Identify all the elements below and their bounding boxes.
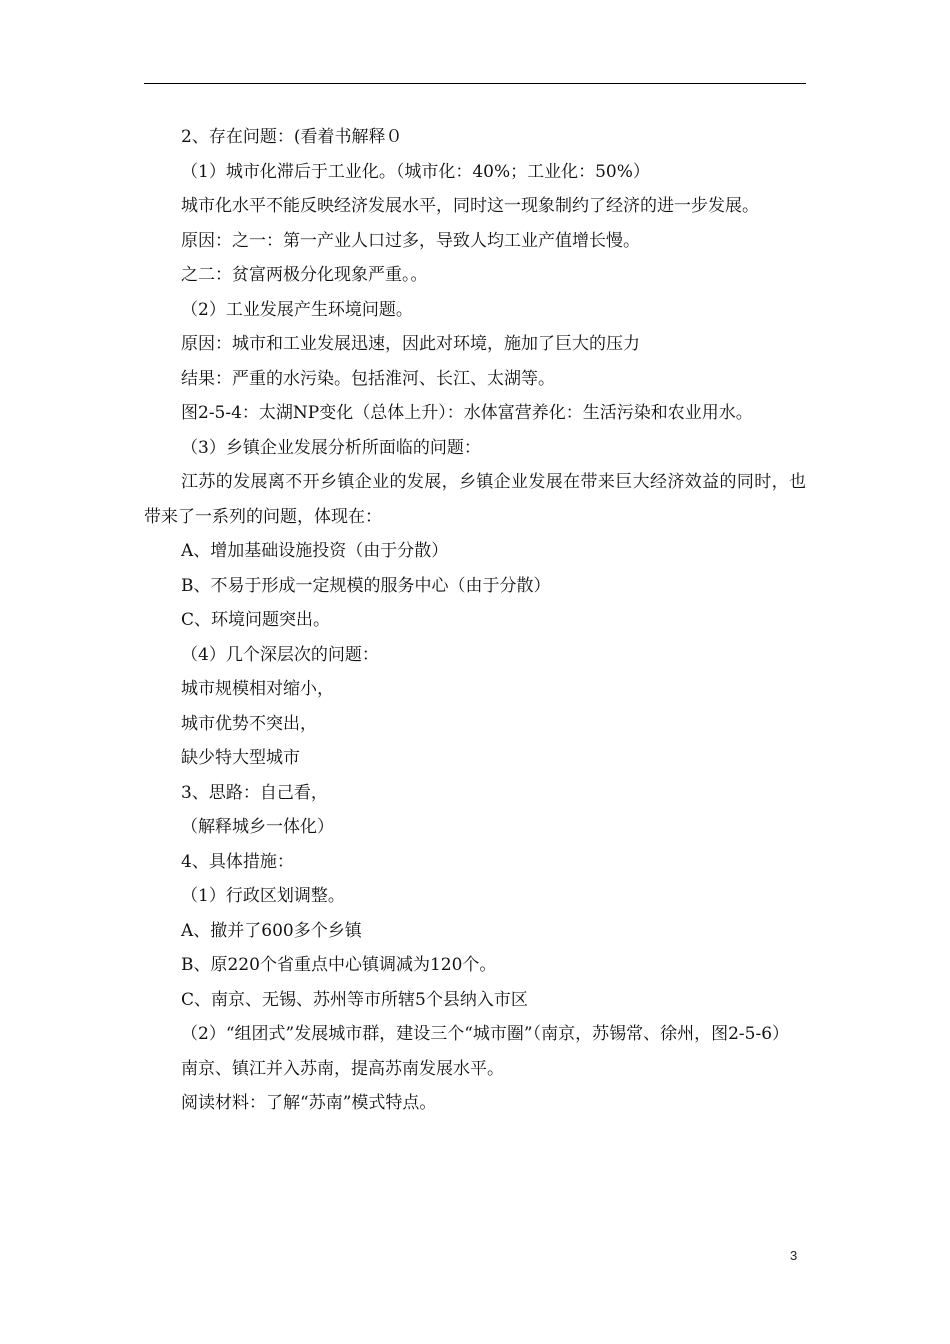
approach-explanation: （解释城乡一体化） [181,817,334,837]
item-c-environment: C、环境问题突出。 [181,610,331,630]
deep-issue-scale: 城市规模相对缩小， [181,679,334,699]
nanjing-zhenjiang-note: 南京、镇江并入苏南，提高苏南发展水平。 [181,1058,504,1079]
reason-two: 之二：贫富两极分化现象严重。。 [181,265,428,285]
item-a-infrastructure: A、增加基础设施投资（由于分散） [181,541,449,561]
deep-issue-advantage: 城市优势不突出， [181,713,317,734]
problem-2-environment: （2）工业发展产生环境问题。 [181,299,413,320]
figure-2-5-4-note: 图2-5-4：太湖NP变化（总体上升）：水体富营养化：生活污染和农业用水。 [181,403,753,423]
problem-3-township-enterprises: （3）乡镇企业发展分析所面临的问题： [181,437,481,458]
measure-item-c: C、南京、无锡、苏州等市所辖5个县纳入市区 [181,989,528,1010]
page-number: 3 [790,1248,798,1263]
reading-material: 阅读材料：了解“苏南”模式特点。 [181,1093,437,1113]
heading-existing-problems: 2、存在问题：(看着书解释０ [181,127,403,147]
heading-approach: 3、思路：自己看， [181,782,328,803]
measure-item-a: A、撤并了600多个乡镇 [181,920,362,941]
header-rule [144,83,806,84]
measure-1-admin-adjustment: （1）行政区划调整。 [181,886,345,906]
measure-item-b: B、原220个省重点中心镇调减为120个。 [181,955,497,975]
environment-reason: 原因：城市和工业发展迅速，因此对环境，施加了巨大的压力 [181,334,640,354]
problem-1-urbanization-lag: （1）城市化滞后于工业化。（城市化：40%；工业化：50%） [181,161,650,182]
paragraph-township-enterprises: 江苏的发展离不开乡镇企业的发展，乡镇企业发展在带来巨大经济效益的同时，也带来了一系列的问题，体现在： [144,472,806,527]
document-body [144,120,806,1121]
environment-result: 结果：严重的水污染。包括淮河、长江、太湖等。 [181,368,555,389]
heading-measures: 4、具体措施： [181,851,294,872]
deep-issue-megacity: 缺少特大型城市 [181,748,300,768]
reason-one: 原因：之一：第一产业人口过多，导致人均工业产值增长慢。 [181,230,640,251]
problem-4-deep-level: （4）几个深层次的问题： [181,644,379,665]
measure-2-city-clusters: （2）“组团式”发展城市群，建设三个“城市圈”（南京，苏锡常、徐州，图2-5-6） [181,1024,790,1044]
paragraph-urbanization-level: 城市化水平不能反映经济发展水平，同时这一现象制约了经济的进一步发展。 [181,196,759,216]
item-b-service-center: B、不易于形成一定规模的服务中心（由于分散） [181,575,551,596]
